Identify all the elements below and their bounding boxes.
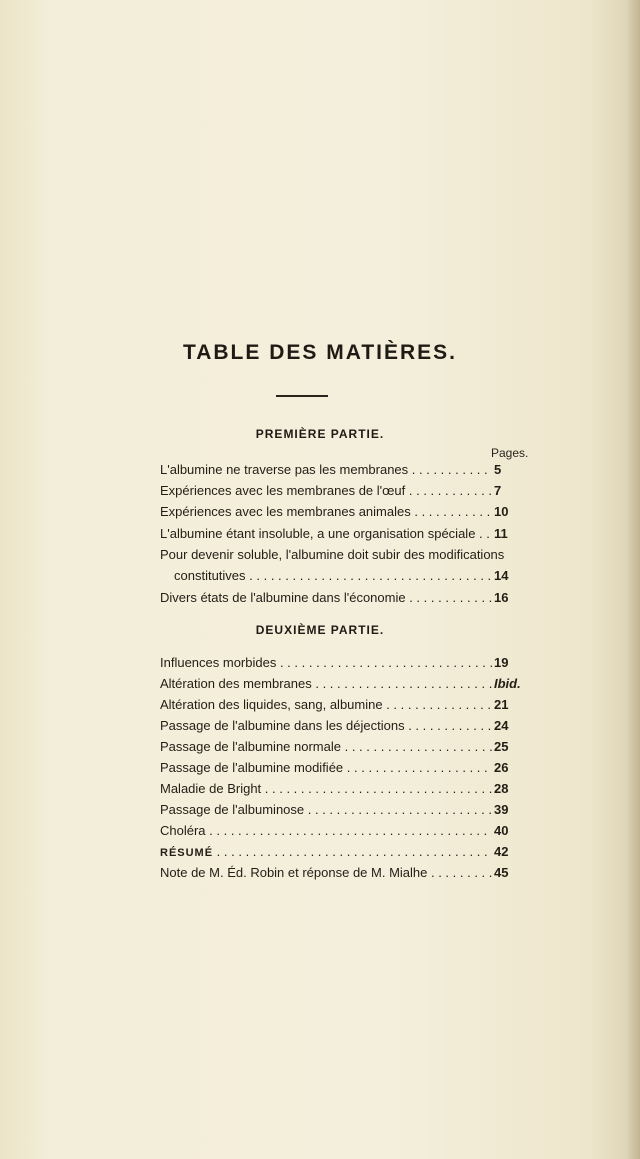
toc-entry-page: 42 — [494, 844, 509, 859]
toc-entry-text: constitutives — [174, 568, 246, 583]
toc-entry — [160, 481, 530, 501]
toc-entry-text: Expériences avec les membranes animales — [160, 504, 411, 519]
toc-entry-text: Altération des membranes — [160, 676, 312, 691]
toc-entry — [160, 653, 530, 673]
toc-entry-text: Passage de l'albumine normale — [160, 739, 341, 754]
toc-entry-page: 39 — [494, 802, 509, 817]
toc-entry — [160, 821, 530, 841]
toc-entry-text: Note de M. Éd. Robin et réponse de M. Mialhe — [160, 865, 428, 880]
toc-entry — [160, 695, 530, 715]
toc-entry-text: Passage de l'albuminose — [160, 802, 305, 817]
pages-column-label: Pages. — [491, 446, 529, 460]
toc-entry — [160, 588, 530, 608]
toc-entry-page: 5 — [494, 462, 502, 477]
toc-entry-page: 10 — [494, 504, 509, 519]
page-edge — [626, 0, 640, 1159]
toc-entry-text: Influences morbides — [160, 655, 277, 670]
toc-entry-text: Maladie de Bright — [160, 781, 262, 796]
toc-entry — [160, 758, 530, 778]
toc-entry-text: L'albumine ne traverse pas les membranes — [160, 462, 409, 477]
part2-heading: DEUXIÈME PARTIE. — [255, 623, 385, 637]
toc-entry — [160, 566, 530, 586]
toc-entry-page: 14 — [494, 568, 509, 583]
toc-entry — [160, 779, 530, 799]
toc-entry-page: 25 — [494, 739, 509, 754]
toc-entry-page: 7 — [494, 483, 502, 498]
toc-entry — [160, 545, 530, 565]
toc-entry-page: 11 — [494, 526, 508, 541]
toc-entry-text: Passage de l'albumine modifiée — [160, 760, 344, 775]
toc-entry — [160, 842, 530, 862]
toc-entry-text: Altération des liquides, sang, albumine — [160, 697, 383, 712]
toc-entry-text: Expériences avec les membranes de l'œuf — [160, 483, 406, 498]
toc-entry-page: 26 — [494, 760, 509, 775]
toc-entry-text: L'albumine étant insoluble, a une organisation spéciale — [160, 526, 476, 541]
toc-entry — [160, 524, 530, 544]
page-title: TABLE DES MATIÈRES. — [182, 341, 458, 364]
toc-entry-text: Pour devenir soluble, l'albumine doit subir des modifications — [160, 547, 505, 562]
toc-entry-page: 21 — [494, 697, 509, 712]
part1-heading: PREMIÈRE PARTIE. — [255, 427, 385, 441]
toc-entry-page: 45 — [494, 865, 509, 880]
toc-entry-text: Choléra — [160, 823, 206, 838]
toc-entry-page: 16 — [494, 590, 509, 605]
toc-entry-text: Passage de l'albumine dans les déjections — [160, 718, 405, 733]
toc-entry — [160, 863, 530, 883]
toc-entry-page: 28 — [494, 781, 509, 796]
toc-entry-text: RÉSUMÉ — [160, 847, 214, 859]
toc-entry-page: 24 — [494, 718, 509, 733]
toc-entry — [160, 674, 530, 694]
toc-entry — [160, 800, 530, 820]
toc-entry — [160, 737, 530, 757]
toc-entry-text: Divers états de l'albumine dans l'économie — [160, 590, 406, 605]
toc-entry — [160, 716, 530, 736]
toc-entry-page: 40 — [494, 823, 509, 838]
toc-entry-page: Ibid. — [494, 676, 521, 691]
toc-entry-page: 19 — [494, 655, 509, 670]
title-rule — [276, 395, 328, 397]
toc-entry — [160, 460, 530, 480]
toc-entry — [160, 502, 530, 522]
